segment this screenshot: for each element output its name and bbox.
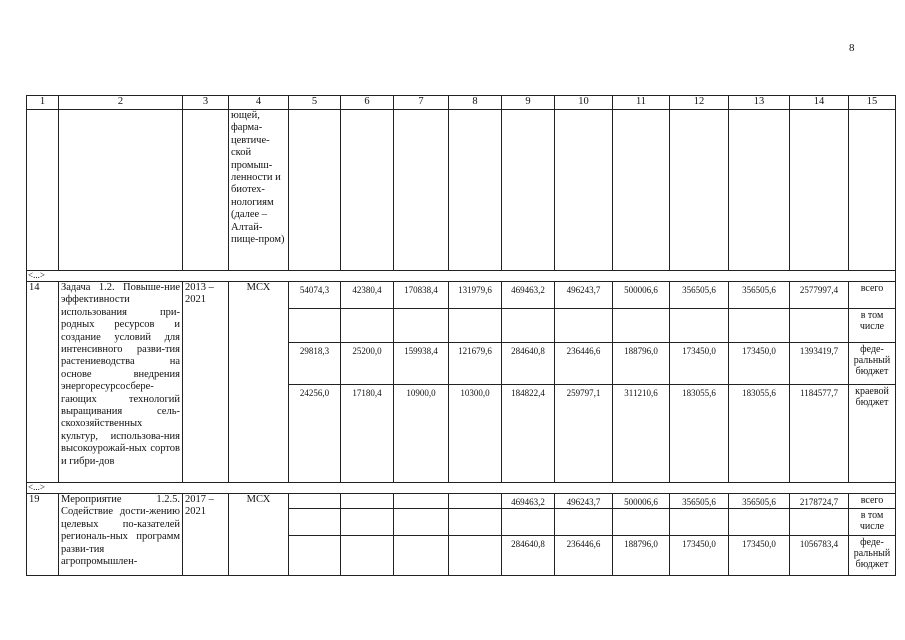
header-cell: 9 <box>502 96 555 110</box>
value-cell: 10900,0 <box>394 385 449 483</box>
value-cell: 2178724,7 <box>790 494 849 509</box>
value-cell: 42380,4 <box>341 282 394 309</box>
value-cell: 188796,0 <box>613 343 670 385</box>
value-cell <box>449 536 502 576</box>
period: 2017 – 2021 <box>183 494 229 576</box>
value-cell: 173450,0 <box>729 536 790 576</box>
continuation-row <box>27 110 896 271</box>
value-cell <box>613 309 670 343</box>
funding-source: краевой бюджет <box>849 385 896 483</box>
header-cell: 1 <box>27 96 59 110</box>
gap-mark: <...> <box>27 483 896 494</box>
value-cell: 183055,6 <box>729 385 790 483</box>
funding-source: всего <box>849 282 896 309</box>
value-cell: 54074,3 <box>289 282 341 309</box>
value-cell: 1393419,7 <box>790 343 849 385</box>
header-cell: 5 <box>289 96 341 110</box>
funding-source: феде-ральный бюджет <box>849 343 896 385</box>
value-cell <box>790 309 849 343</box>
executor-continuation: ющей, фарма-цевтиче-ской промыш-ленности и биотех-нологиям (далее – Алтай-пище-пром) <box>229 110 289 271</box>
table-row <box>27 494 896 509</box>
header-cell: 6 <box>341 96 394 110</box>
header-cell: 2 <box>59 96 183 110</box>
value-cell: 29818,3 <box>289 343 341 385</box>
value-cell: 284640,8 <box>502 536 555 576</box>
value-cell <box>729 309 790 343</box>
value-cell <box>289 494 341 509</box>
value-cell: 183055,6 <box>670 385 729 483</box>
value-cell: 469463,2 <box>502 494 555 509</box>
value-cell: 173450,0 <box>670 536 729 576</box>
value-cell <box>729 509 790 536</box>
header-cell: 8 <box>449 96 502 110</box>
value-cell: 1184577,7 <box>790 385 849 483</box>
value-cell <box>341 536 394 576</box>
value-cell: 1056783,4 <box>790 536 849 576</box>
header-cell: 12 <box>670 96 729 110</box>
value-cell <box>502 309 555 343</box>
value-cell <box>555 309 613 343</box>
value-cell <box>613 509 670 536</box>
row-number: 19 <box>27 494 59 576</box>
value-cell: 259797,1 <box>555 385 613 483</box>
value-cell: 121679,6 <box>449 343 502 385</box>
gap-row <box>27 271 896 282</box>
page-number: 8 <box>849 42 855 54</box>
value-cell: 2577997,4 <box>790 282 849 309</box>
value-cell <box>394 509 449 536</box>
value-cell <box>790 509 849 536</box>
value-cell: 188796,0 <box>613 536 670 576</box>
executor: МСХ <box>229 282 289 483</box>
value-cell <box>449 509 502 536</box>
funding-source: всего <box>849 494 896 509</box>
value-cell: 496243,7 <box>555 282 613 309</box>
value-cell: 356505,6 <box>670 494 729 509</box>
value-cell <box>449 494 502 509</box>
value-cell: 356505,6 <box>670 282 729 309</box>
table-row <box>27 282 896 309</box>
value-cell <box>394 494 449 509</box>
value-cell: 236446,6 <box>555 343 613 385</box>
value-cell <box>341 494 394 509</box>
header-cell: 7 <box>394 96 449 110</box>
value-cell: 356505,6 <box>729 494 790 509</box>
header-cell: 10 <box>555 96 613 110</box>
value-cell: 10300,0 <box>449 385 502 483</box>
row-number: 14 <box>27 282 59 483</box>
gap-mark: <...> <box>27 271 896 282</box>
value-cell <box>502 509 555 536</box>
value-cell <box>341 509 394 536</box>
value-cell: 173450,0 <box>729 343 790 385</box>
header-cell: 11 <box>613 96 670 110</box>
value-cell: 236446,6 <box>555 536 613 576</box>
value-cell <box>449 309 502 343</box>
value-cell: 184822,4 <box>502 385 555 483</box>
measure-name: Мероприятие 1.2.5. Содействие дости-жению целевых по-казателей региональ-ных программ разви-тия агропромышлен- <box>59 494 183 576</box>
task-name: Задача 1.2. Повыше-ние эффективности использования при-родных ресурсов и создание условий для интенсивного разви-тия растениеводства на основе внедрения энергоресурсосбере-гающих технологий выращивания сель-скохозяйственных культур, использова-ния высокоурожай-ных сортов и гибри-дов <box>59 282 183 483</box>
value-cell <box>289 509 341 536</box>
value-cell <box>394 536 449 576</box>
funding-source: в том числе <box>849 309 896 343</box>
gap-row <box>27 483 896 494</box>
funding-source: в том числе <box>849 509 896 536</box>
value-cell: 24256,0 <box>289 385 341 483</box>
value-cell <box>670 309 729 343</box>
value-cell <box>341 309 394 343</box>
header-cell: 3 <box>183 96 229 110</box>
value-cell: 284640,8 <box>502 343 555 385</box>
value-cell: 170838,4 <box>394 282 449 309</box>
value-cell <box>289 536 341 576</box>
header-row <box>27 96 896 110</box>
value-cell: 25200,0 <box>341 343 394 385</box>
value-cell <box>670 509 729 536</box>
value-cell: 159938,4 <box>394 343 449 385</box>
value-cell: 173450,0 <box>670 343 729 385</box>
period: 2013 – 2021 <box>183 282 229 483</box>
header-cell: 14 <box>790 96 849 110</box>
value-cell <box>289 309 341 343</box>
value-cell: 131979,6 <box>449 282 502 309</box>
value-cell: 500006,6 <box>613 282 670 309</box>
header-cell: 4 <box>229 96 289 110</box>
value-cell: 17180,4 <box>341 385 394 483</box>
funding-source: феде-ральный бюджет <box>849 536 896 576</box>
executor: МСХ <box>229 494 289 576</box>
header-cell: 15 <box>849 96 896 110</box>
budget-table <box>26 95 896 576</box>
value-cell: 500006,6 <box>613 494 670 509</box>
value-cell: 469463,2 <box>502 282 555 309</box>
value-cell: 496243,7 <box>555 494 613 509</box>
value-cell: 356505,6 <box>729 282 790 309</box>
value-cell <box>555 509 613 536</box>
header-cell: 13 <box>729 96 790 110</box>
value-cell: 311210,6 <box>613 385 670 483</box>
value-cell <box>394 309 449 343</box>
